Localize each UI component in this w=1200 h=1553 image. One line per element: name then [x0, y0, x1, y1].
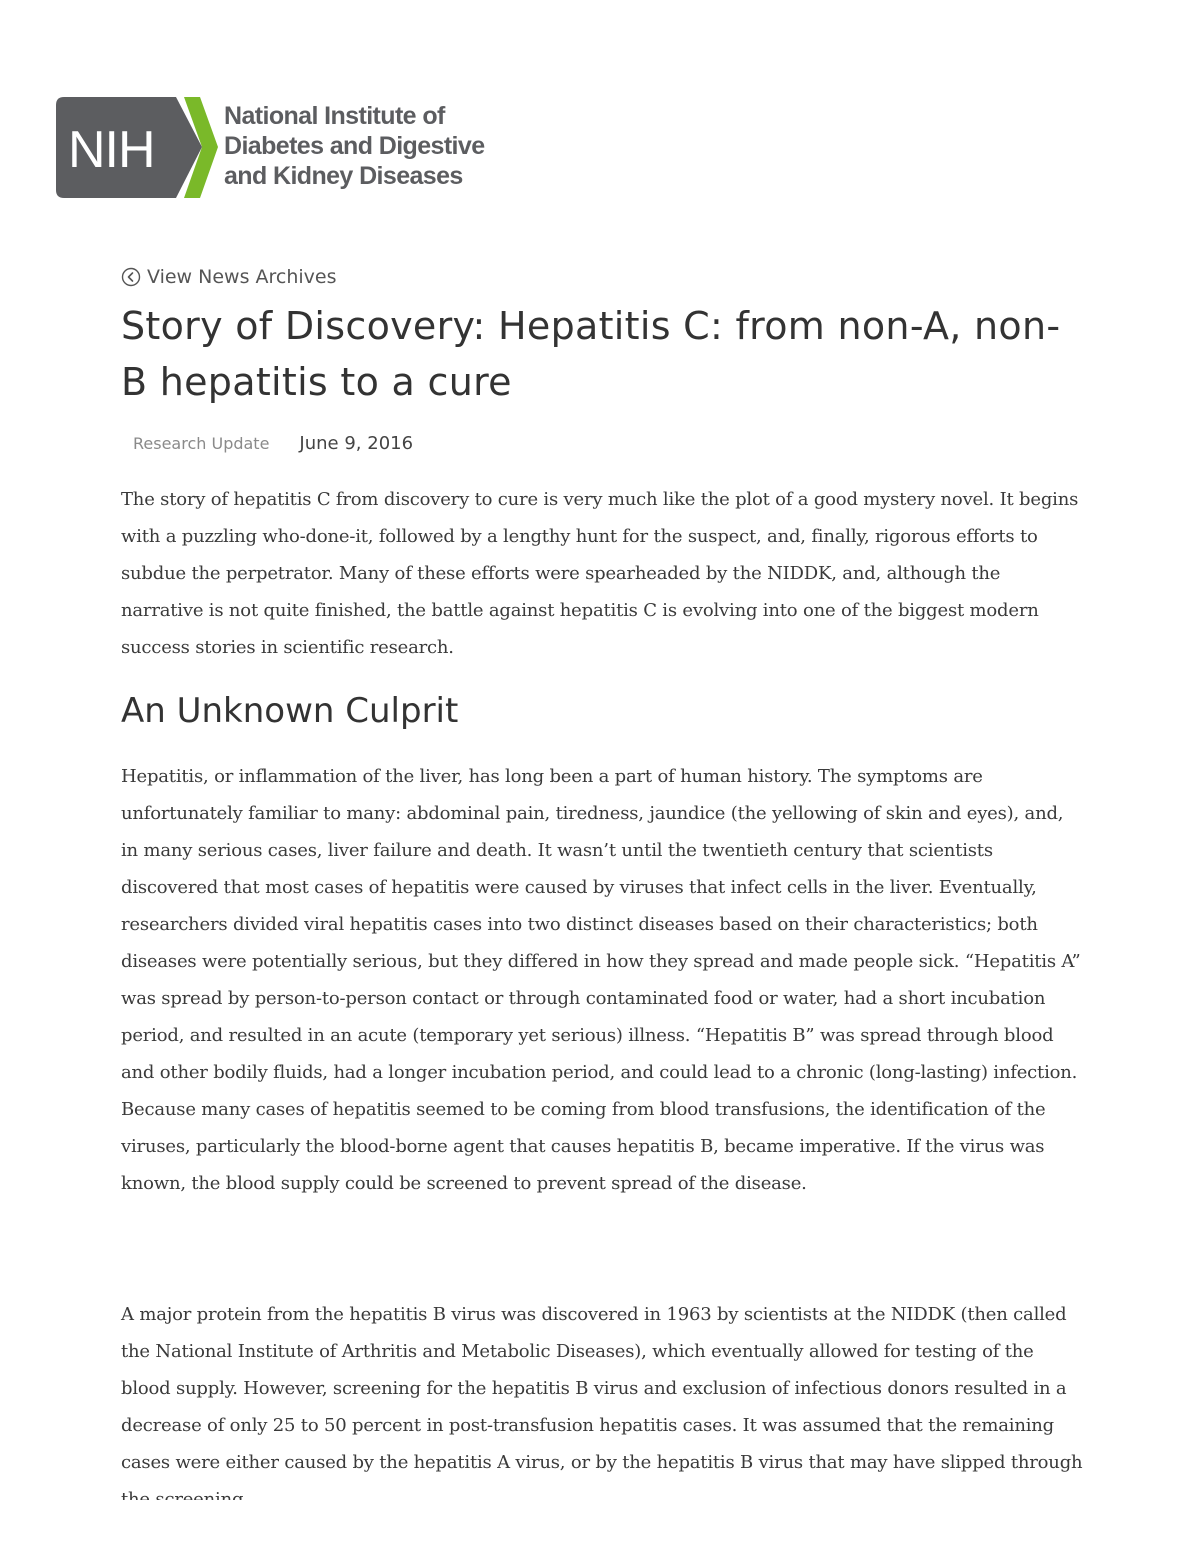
view-news-archives-label: View News Archives — [147, 266, 337, 288]
article-category[interactable]: Research Update — [133, 434, 270, 453]
organization-name-line-2: Diabetes and Digestive — [224, 132, 485, 160]
body-paragraph: A major protein from the hepatitis B virus was discovered in 1963 by scientists at the NIDDK (then called the National Institute of Arthritis and Metabolic Diseases), which eventually allowed for testing of the blood supply. However, screening for the hepatitis B virus and exclusion of infectious donors resulted in a decrease of only 25 to 50 percent in post-transfusion hepatitis cases. It was assumed that the remaining cases were either caused by the hepatitis A virus, or by the hepatitis B virus that may have slipped through — [121, 1304, 1083, 1473]
nih-mark-text: NIH — [68, 121, 155, 179]
view-news-archives-link[interactable] — [121, 266, 337, 288]
nih-logo-mark — [56, 97, 218, 198]
body-paragraph: Hepatitis, or inflammation of the liver, has long been a part of human history. The symptoms are unfortunately familiar to many: abdominal pain, tiredness, jaundice (the yellowing of skin and eyes), and, in many serious cases, liver failure and death. It wasn’t until the twentieth century that scientists discovered that most cases of hepatitis were caused by viruses that infect cells in the liver. Eventually, researchers divided viral hepatitis cases into two distinct diseases based on their characteristics; both diseases were potentially serious, but they differed in how they spread and made people sick. “Hepatitis A” was spread by person-to-person contact or through contaminated food or water, had a short incubation period, and resulted in an acute (temporary yet serious) illness. “Hepatitis B” was spread through blood and other bodily fluids, had a longer incubation period, and could lead to a chronic (long-lasting) infection. Because many cases of hepatitis seemed to be coming from blood transfusions, the identification of the viruses, particularly the blood-borne agent that causes hepatitis B, became imperative. If the virus was known, the blood supply could be screened to prevent spread of the disease. — [121, 766, 1081, 1194]
organization-name-line-3: and Kidney Diseases — [224, 162, 463, 190]
page-bottom-cutoff — [0, 1500, 1200, 1553]
organization-name — [224, 101, 485, 191]
niddk-logo[interactable] — [56, 97, 506, 199]
article-meta — [133, 433, 413, 454]
article-date: June 9, 2016 — [299, 433, 414, 454]
article-title: Story of Discovery: Hepatitis C: from non-A, non-B hepatitis to a cure — [121, 304, 1061, 404]
section-heading: An Unknown Culprit — [121, 691, 459, 731]
intro-paragraph: The story of hepatitis C from discovery to cure is very much like the plot of a good mystery novel. It begins with a puzzling who-done-it, followed by a lengthy hunt for the suspect, and, finally, rigorous efforts to subdue the perpetrator. Many of these efforts were spearheaded by the NIDDK, and, although the narrative is not quite finished, the battle against hepatitis C is evolving into one of the biggest modern success stories in scientific research. — [121, 489, 1079, 658]
organization-name-line-1: National Institute of — [224, 102, 445, 130]
circle-chevron-left-icon — [121, 267, 141, 287]
